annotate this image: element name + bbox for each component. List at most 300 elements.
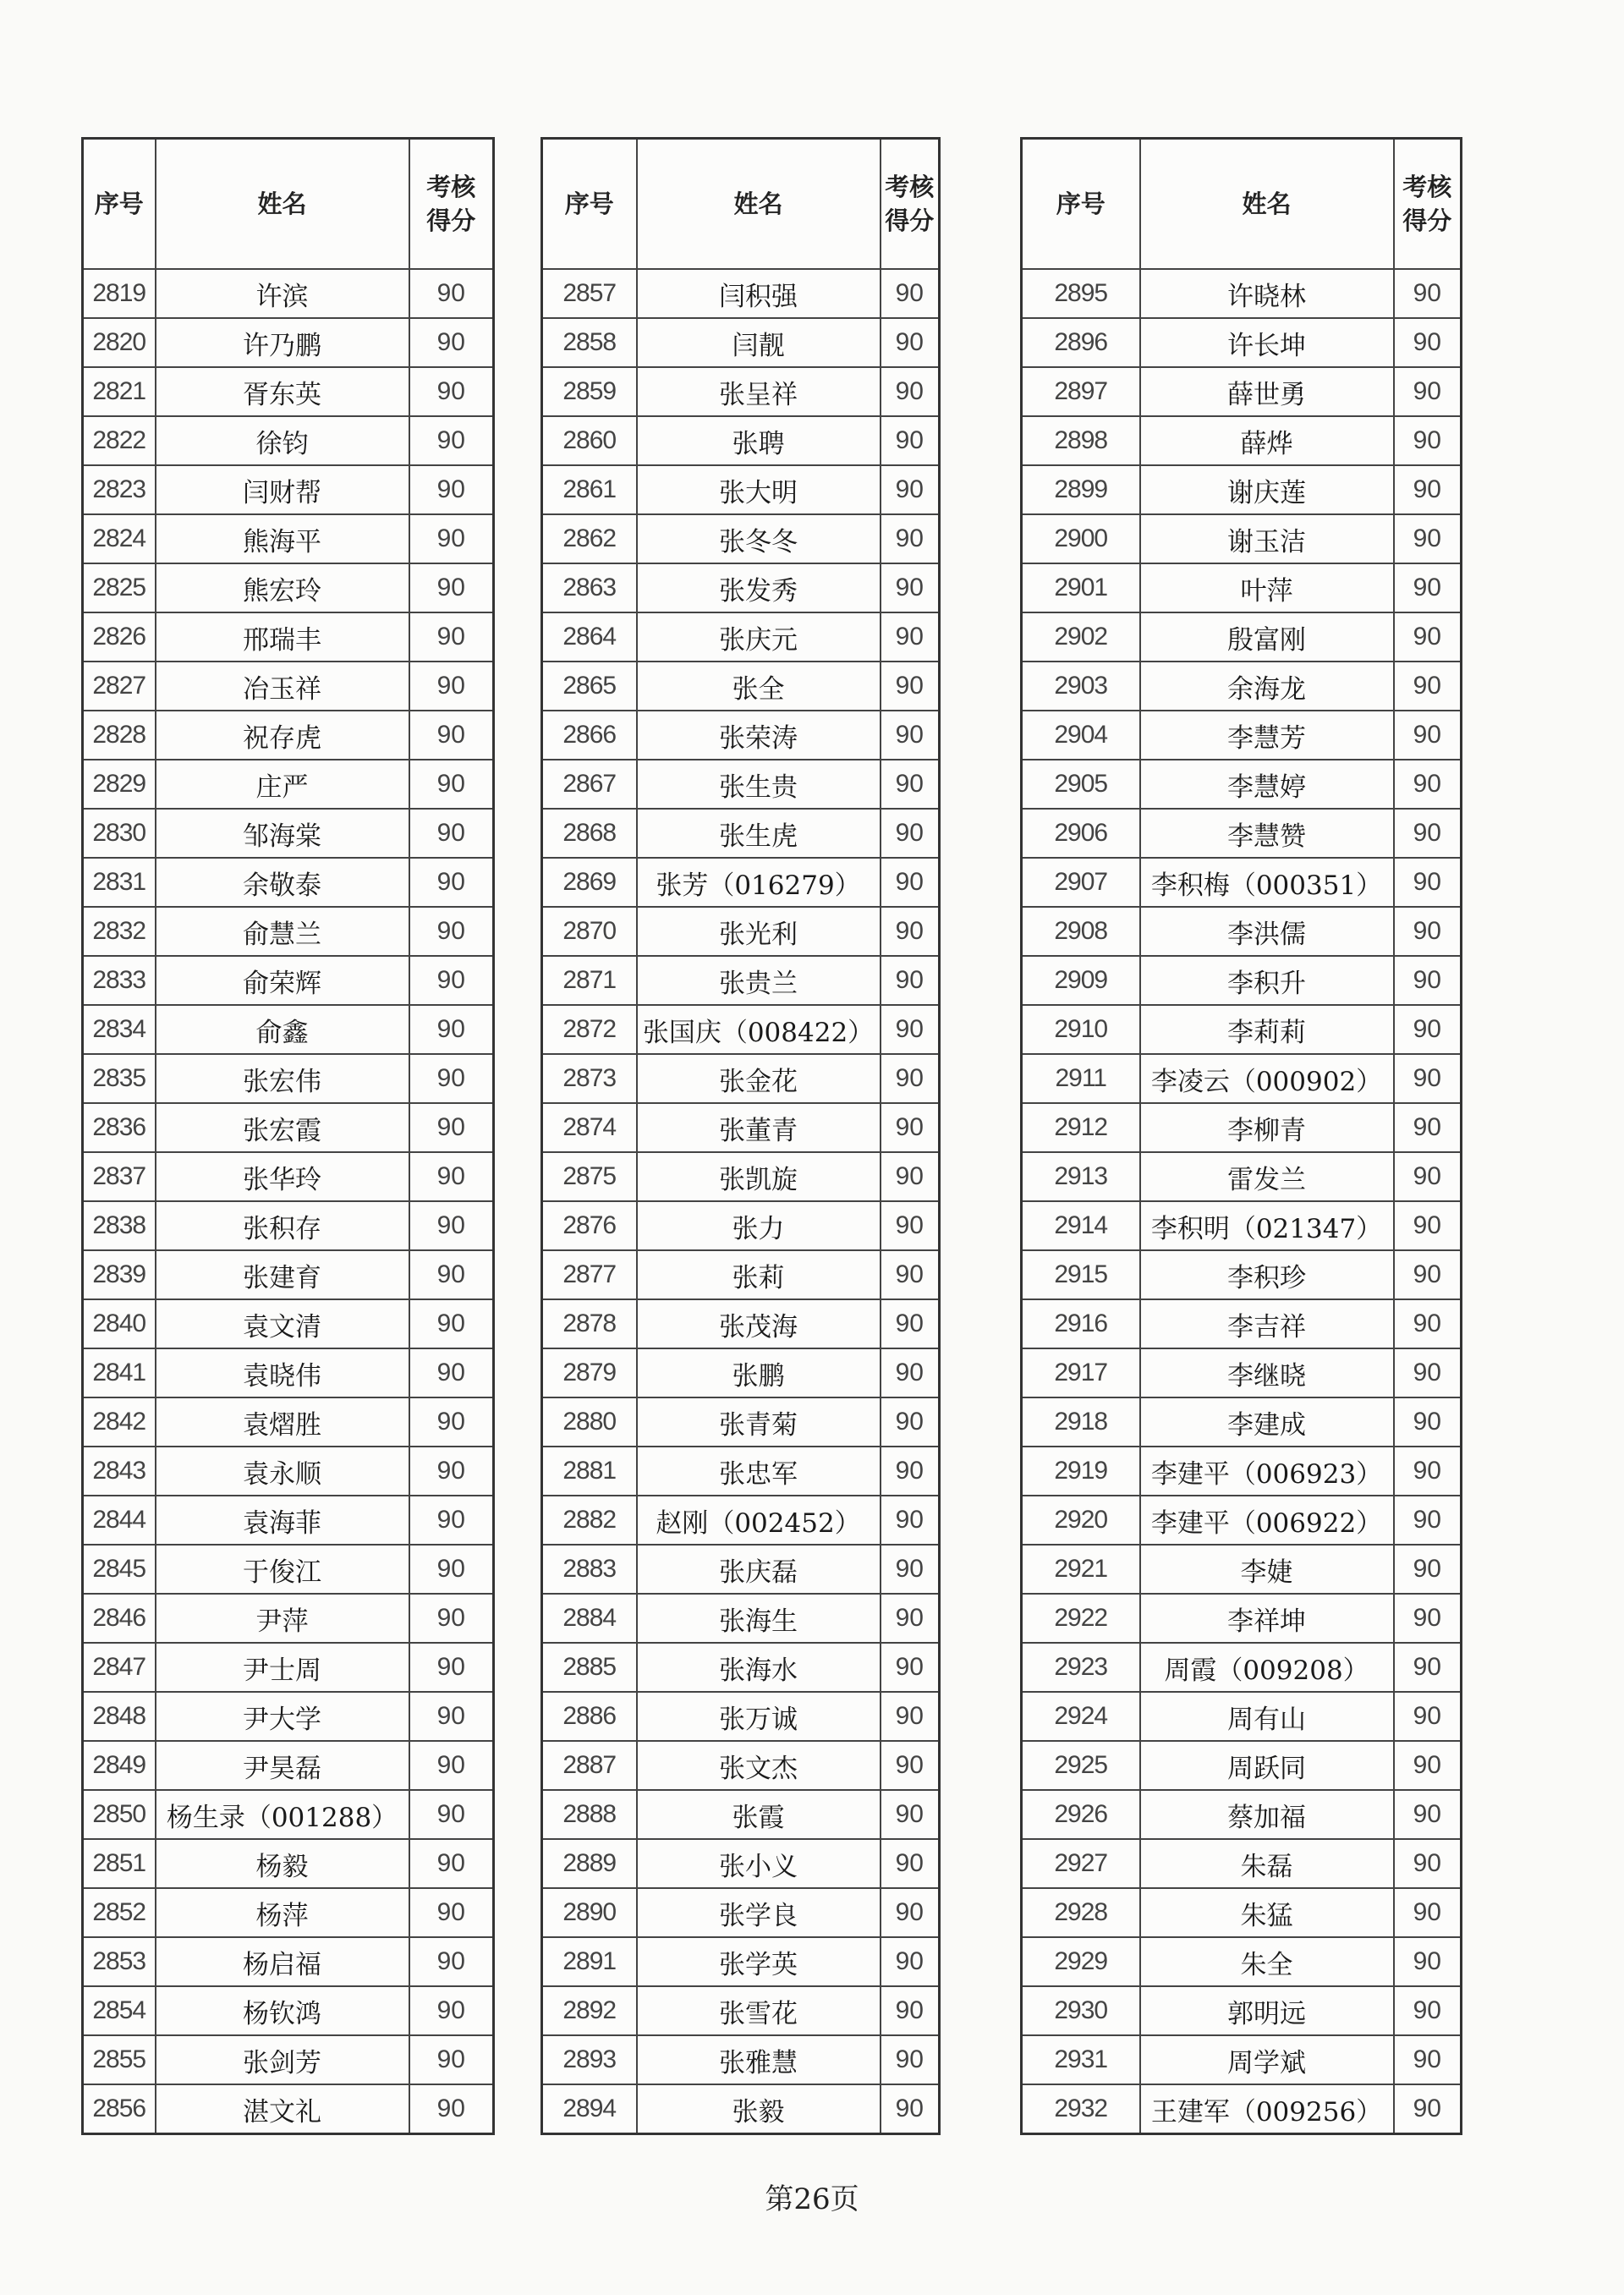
table-row [1022,1250,1462,1299]
score-cell: 90 [1394,1986,1462,2035]
table-row [83,1692,494,1741]
name-cell: 杨萍 [156,1888,409,1937]
page-number: 第26页 [765,2182,859,2216]
table-row [1022,1545,1462,1594]
score-cell: 90 [881,2035,940,2084]
seq-cell: 2823 [83,465,156,514]
score-cell: 90 [1394,1839,1462,1888]
name-cell: 张青菊 [637,1397,881,1447]
name-cell: 于俊江 [156,1545,409,1594]
seq-cell: 2829 [83,760,156,809]
header-score: 考核 得分 [1394,139,1462,270]
score-cell: 90 [409,1397,494,1447]
score-cell: 90 [1394,612,1462,662]
table-row [542,1152,940,1201]
seq-cell: 2847 [83,1643,156,1692]
table-row [542,1201,940,1250]
table-row [1022,1594,1462,1643]
table-row [1022,612,1462,662]
seq-cell: 2880 [542,1397,637,1447]
seq-cell: 2832 [83,907,156,956]
seq-cell: 2927 [1022,1839,1140,1888]
table-row [83,1741,494,1790]
seq-cell: 2828 [83,711,156,760]
table-row [83,563,494,612]
table-row [542,1250,940,1299]
name-cell: 蔡加福 [1140,1790,1394,1839]
name-cell: 李建平（006922） [1140,1496,1394,1545]
score-cell: 90 [881,1643,940,1692]
header-name: 姓名 [1140,139,1394,270]
name-cell: 祝存虎 [156,711,409,760]
table-body [542,269,940,2134]
seq-cell: 2919 [1022,1447,1140,1496]
name-cell: 张芳（016279） [637,858,881,907]
seq-cell: 2821 [83,367,156,416]
seq-cell: 2854 [83,1986,156,2035]
table-row [83,662,494,711]
header-score: 考核 得分 [409,139,494,270]
seq-cell: 2932 [1022,2084,1140,2134]
name-cell: 周霞（009208） [1140,1643,1394,1692]
score-cell: 90 [409,1250,494,1299]
name-cell: 薛烨 [1140,416,1394,465]
score-cell: 90 [881,1054,940,1103]
seq-cell: 2827 [83,662,156,711]
table-row [83,269,494,318]
header-seq: 序号 [542,139,637,270]
table-row [83,1299,494,1348]
name-cell: 张莉 [637,1250,881,1299]
score-cell: 90 [881,563,940,612]
name-cell: 闫积强 [637,269,881,318]
seq-cell: 2915 [1022,1250,1140,1299]
score-cell: 90 [409,1103,494,1152]
seq-cell: 2921 [1022,1545,1140,1594]
score-cell: 90 [1394,711,1462,760]
seq-cell: 2886 [542,1692,637,1741]
table-row [542,269,940,318]
table-row [83,1152,494,1201]
name-cell: 张发秀 [637,563,881,612]
table-row [1022,1839,1462,1888]
seq-cell: 2908 [1022,907,1140,956]
seq-cell: 2856 [83,2084,156,2134]
table-row [1022,1888,1462,1937]
name-cell: 李建成 [1140,1397,1394,1447]
table-row [1022,1299,1462,1348]
score-cell: 90 [409,1888,494,1937]
score-cell: 90 [881,1496,940,1545]
table-row [1022,1201,1462,1250]
name-cell: 余敬泰 [156,858,409,907]
score-cell: 90 [881,1790,940,1839]
table-row [83,1005,494,1054]
table-row [83,1643,494,1692]
score-cell: 90 [409,1643,494,1692]
seq-cell: 2913 [1022,1152,1140,1201]
score-cell: 90 [1394,858,1462,907]
score-table-1 [81,137,495,2135]
name-cell: 朱猛 [1140,1888,1394,1937]
table-row [83,514,494,563]
name-cell: 李慧赞 [1140,809,1394,858]
name-cell: 谢玉洁 [1140,514,1394,563]
table-row [542,1397,940,1447]
seq-cell: 2819 [83,269,156,318]
seq-cell: 2834 [83,1005,156,1054]
name-cell: 李洪儒 [1140,907,1394,956]
score-cell: 90 [881,416,940,465]
seq-cell: 2831 [83,858,156,907]
seq-cell: 2839 [83,1250,156,1299]
name-cell: 冶玉祥 [156,662,409,711]
score-cell: 90 [409,318,494,367]
seq-cell: 2870 [542,907,637,956]
table-row [83,1250,494,1299]
seq-cell: 2885 [542,1643,637,1692]
score-cell: 90 [881,269,940,318]
score-cell: 90 [409,760,494,809]
seq-cell: 2900 [1022,514,1140,563]
score-cell: 90 [409,1692,494,1741]
score-cell: 90 [1394,1397,1462,1447]
seq-cell: 2836 [83,1103,156,1152]
score-cell: 90 [1394,1692,1462,1741]
table-row [1022,907,1462,956]
name-cell: 张建育 [156,1250,409,1299]
seq-cell: 2904 [1022,711,1140,760]
table-row [542,711,940,760]
seq-cell: 2912 [1022,1103,1140,1152]
name-cell: 闫靓 [637,318,881,367]
seq-cell: 2868 [542,809,637,858]
name-cell: 张海生 [637,1594,881,1643]
name-cell: 张华玲 [156,1152,409,1201]
score-cell: 90 [1394,907,1462,956]
name-cell: 许滨 [156,269,409,318]
name-cell: 李慧婷 [1140,760,1394,809]
score-cell: 90 [409,1496,494,1545]
score-cell: 90 [1394,760,1462,809]
table-row [1022,1054,1462,1103]
seq-cell: 2835 [83,1054,156,1103]
seq-cell: 2906 [1022,809,1140,858]
score-cell: 90 [881,318,940,367]
table-row [542,612,940,662]
name-cell: 薛世勇 [1140,367,1394,416]
seq-cell: 2914 [1022,1201,1140,1250]
name-cell: 郭明远 [1140,1986,1394,2035]
score-cell: 90 [409,1741,494,1790]
table-row [1022,416,1462,465]
score-cell: 90 [409,956,494,1005]
name-cell: 张万诚 [637,1692,881,1741]
table-row [1022,1986,1462,2035]
name-cell: 杨毅 [156,1839,409,1888]
score-cell: 90 [1394,1790,1462,1839]
score-table-2 [540,137,941,2135]
seq-cell: 2862 [542,514,637,563]
score-cell: 90 [409,269,494,318]
table-row [83,1545,494,1594]
score-cell: 90 [409,1005,494,1054]
name-cell: 胥东英 [156,367,409,416]
table-header-row [1022,139,1462,270]
seq-cell: 2918 [1022,1397,1140,1447]
table-row [1022,760,1462,809]
table-row [542,1741,940,1790]
table-row [1022,956,1462,1005]
seq-cell: 2863 [542,563,637,612]
name-cell: 李祥坤 [1140,1594,1394,1643]
score-cell: 90 [881,1348,940,1397]
seq-cell: 2860 [542,416,637,465]
seq-cell: 2931 [1022,2035,1140,2084]
name-cell: 徐钧 [156,416,409,465]
table-row [1022,1496,1462,1545]
score-cell: 90 [409,514,494,563]
seq-cell: 2899 [1022,465,1140,514]
score-cell: 90 [409,367,494,416]
score-cell: 90 [881,1692,940,1741]
table-row [542,563,940,612]
table-row [1022,2084,1462,2134]
table-header-row [83,139,494,270]
score-cell: 90 [409,1839,494,1888]
score-cell: 90 [409,1545,494,1594]
table-row [1022,1152,1462,1201]
score-cell: 90 [409,809,494,858]
table-row [1022,1348,1462,1397]
score-cell: 90 [881,858,940,907]
name-cell: 张宏伟 [156,1054,409,1103]
name-cell: 尹士周 [156,1643,409,1692]
table-row [1022,514,1462,563]
score-cell: 90 [1394,1054,1462,1103]
table-row [542,858,940,907]
seq-cell: 2843 [83,1447,156,1496]
seq-cell: 2822 [83,416,156,465]
table-row [542,465,940,514]
score-cell: 90 [1394,1937,1462,1986]
score-cell: 90 [881,1005,940,1054]
table-row [83,1888,494,1937]
name-cell: 李积明（021347） [1140,1201,1394,1250]
score-cell: 90 [409,1937,494,1986]
score-cell: 90 [881,1839,940,1888]
table-row [83,465,494,514]
name-cell: 张小义 [637,1839,881,1888]
table-row [542,2035,940,2084]
table-row [1022,711,1462,760]
table-row [83,1201,494,1250]
seq-cell: 2849 [83,1741,156,1790]
header-score: 考核 得分 [881,139,940,270]
name-cell: 袁晓伟 [156,1348,409,1397]
seq-cell: 2875 [542,1152,637,1201]
name-cell: 袁海菲 [156,1496,409,1545]
seq-cell: 2845 [83,1545,156,1594]
table-row [542,662,940,711]
name-cell: 李继晓 [1140,1348,1394,1397]
score-cell: 90 [409,1299,494,1348]
score-cell: 90 [1394,1643,1462,1692]
table-row [542,1299,940,1348]
seq-cell: 2892 [542,1986,637,2035]
name-cell: 李积升 [1140,956,1394,1005]
seq-cell: 2929 [1022,1937,1140,1986]
score-cell: 90 [409,416,494,465]
table-row [1022,662,1462,711]
seq-cell: 2876 [542,1201,637,1250]
score-cell: 90 [881,1888,940,1937]
seq-cell: 2911 [1022,1054,1140,1103]
name-cell: 张忠军 [637,1447,881,1496]
score-cell: 90 [881,1937,940,1986]
name-cell: 李建平（006923） [1140,1447,1394,1496]
name-cell: 俞荣辉 [156,956,409,1005]
score-cell: 90 [881,1103,940,1152]
name-cell: 张全 [637,662,881,711]
name-cell: 尹昊磊 [156,1741,409,1790]
table-row [1022,1741,1462,1790]
seq-cell: 2909 [1022,956,1140,1005]
seq-cell: 2896 [1022,318,1140,367]
table-row [542,809,940,858]
name-cell: 张庆元 [637,612,881,662]
table-row [542,1348,940,1397]
table-row [83,1054,494,1103]
score-cell: 90 [881,1447,940,1496]
score-cell: 90 [1394,1103,1462,1152]
table-row [542,1594,940,1643]
seq-cell: 2928 [1022,1888,1140,1937]
score-cell: 90 [409,2084,494,2134]
seq-cell: 2930 [1022,1986,1140,2035]
table-row [83,1447,494,1496]
table-row [542,1054,940,1103]
table-body [1022,269,1462,2134]
table-row [542,1888,940,1937]
table-row [1022,1103,1462,1152]
score-cell: 90 [881,956,940,1005]
seq-cell: 2882 [542,1496,637,1545]
seq-cell: 2891 [542,1937,637,1986]
seq-cell: 2902 [1022,612,1140,662]
name-cell: 张学英 [637,1937,881,1986]
name-cell: 杨生录（001288） [156,1790,409,1839]
table-row [1022,563,1462,612]
seq-cell: 2910 [1022,1005,1140,1054]
table-row [1022,465,1462,514]
score-cell: 90 [1394,318,1462,367]
score-cell: 90 [1394,956,1462,1005]
name-cell: 叶萍 [1140,563,1394,612]
score-cell: 90 [881,1299,940,1348]
table-row [83,1496,494,1545]
name-cell: 袁永顺 [156,1447,409,1496]
seq-cell: 2855 [83,2035,156,2084]
seq-cell: 2848 [83,1692,156,1741]
name-cell: 李吉祥 [1140,1299,1394,1348]
seq-cell: 2881 [542,1447,637,1496]
table-row [83,1839,494,1888]
name-cell: 张雪花 [637,1986,881,2035]
table-row [83,907,494,956]
seq-cell: 2837 [83,1152,156,1201]
seq-cell: 2864 [542,612,637,662]
table-row [542,2084,940,2134]
seq-cell: 2888 [542,1790,637,1839]
seq-cell: 2853 [83,1937,156,1986]
score-cell: 90 [409,1986,494,2035]
score-cell: 90 [1394,1594,1462,1643]
name-cell: 李莉莉 [1140,1005,1394,1054]
name-cell: 张力 [637,1201,881,1250]
seq-cell: 2841 [83,1348,156,1397]
name-cell: 余海龙 [1140,662,1394,711]
name-cell: 许乃鹏 [156,318,409,367]
name-cell: 赵刚（002452） [637,1496,881,1545]
seq-cell: 2846 [83,1594,156,1643]
seq-cell: 2851 [83,1839,156,1888]
score-cell: 90 [1394,1005,1462,1054]
score-cell: 90 [1394,269,1462,318]
table-row [1022,269,1462,318]
name-cell: 张聘 [637,416,881,465]
score-cell: 90 [881,907,940,956]
score-cell: 90 [881,809,940,858]
score-cell: 90 [409,662,494,711]
name-cell: 俞鑫 [156,1005,409,1054]
table-row [83,1986,494,2035]
seq-cell: 2926 [1022,1790,1140,1839]
table-row [542,514,940,563]
seq-cell: 2871 [542,956,637,1005]
name-cell: 张雅慧 [637,2035,881,2084]
score-cell: 90 [1394,1201,1462,1250]
seq-cell: 2857 [542,269,637,318]
name-cell: 张凯旋 [637,1152,881,1201]
seq-cell: 2903 [1022,662,1140,711]
name-cell: 张金花 [637,1054,881,1103]
score-cell: 90 [1394,416,1462,465]
score-cell: 90 [409,1201,494,1250]
name-cell: 闫财帮 [156,465,409,514]
score-cell: 90 [409,1594,494,1643]
table-row [83,367,494,416]
score-cell: 90 [1394,662,1462,711]
score-cell: 90 [881,1594,940,1643]
seq-cell: 2923 [1022,1643,1140,1692]
name-cell: 张霞 [637,1790,881,1839]
table-row [542,318,940,367]
score-cell: 90 [1394,1152,1462,1201]
table-row [83,1790,494,1839]
score-cell: 90 [1394,1447,1462,1496]
name-cell: 朱磊 [1140,1839,1394,1888]
seq-cell: 2824 [83,514,156,563]
table-row [83,711,494,760]
score-cell: 90 [1394,563,1462,612]
score-cell: 90 [1394,367,1462,416]
seq-cell: 2820 [83,318,156,367]
seq-cell: 2895 [1022,269,1140,318]
seq-cell: 2916 [1022,1299,1140,1348]
header-seq: 序号 [1022,139,1140,270]
score-cell: 90 [881,1545,940,1594]
